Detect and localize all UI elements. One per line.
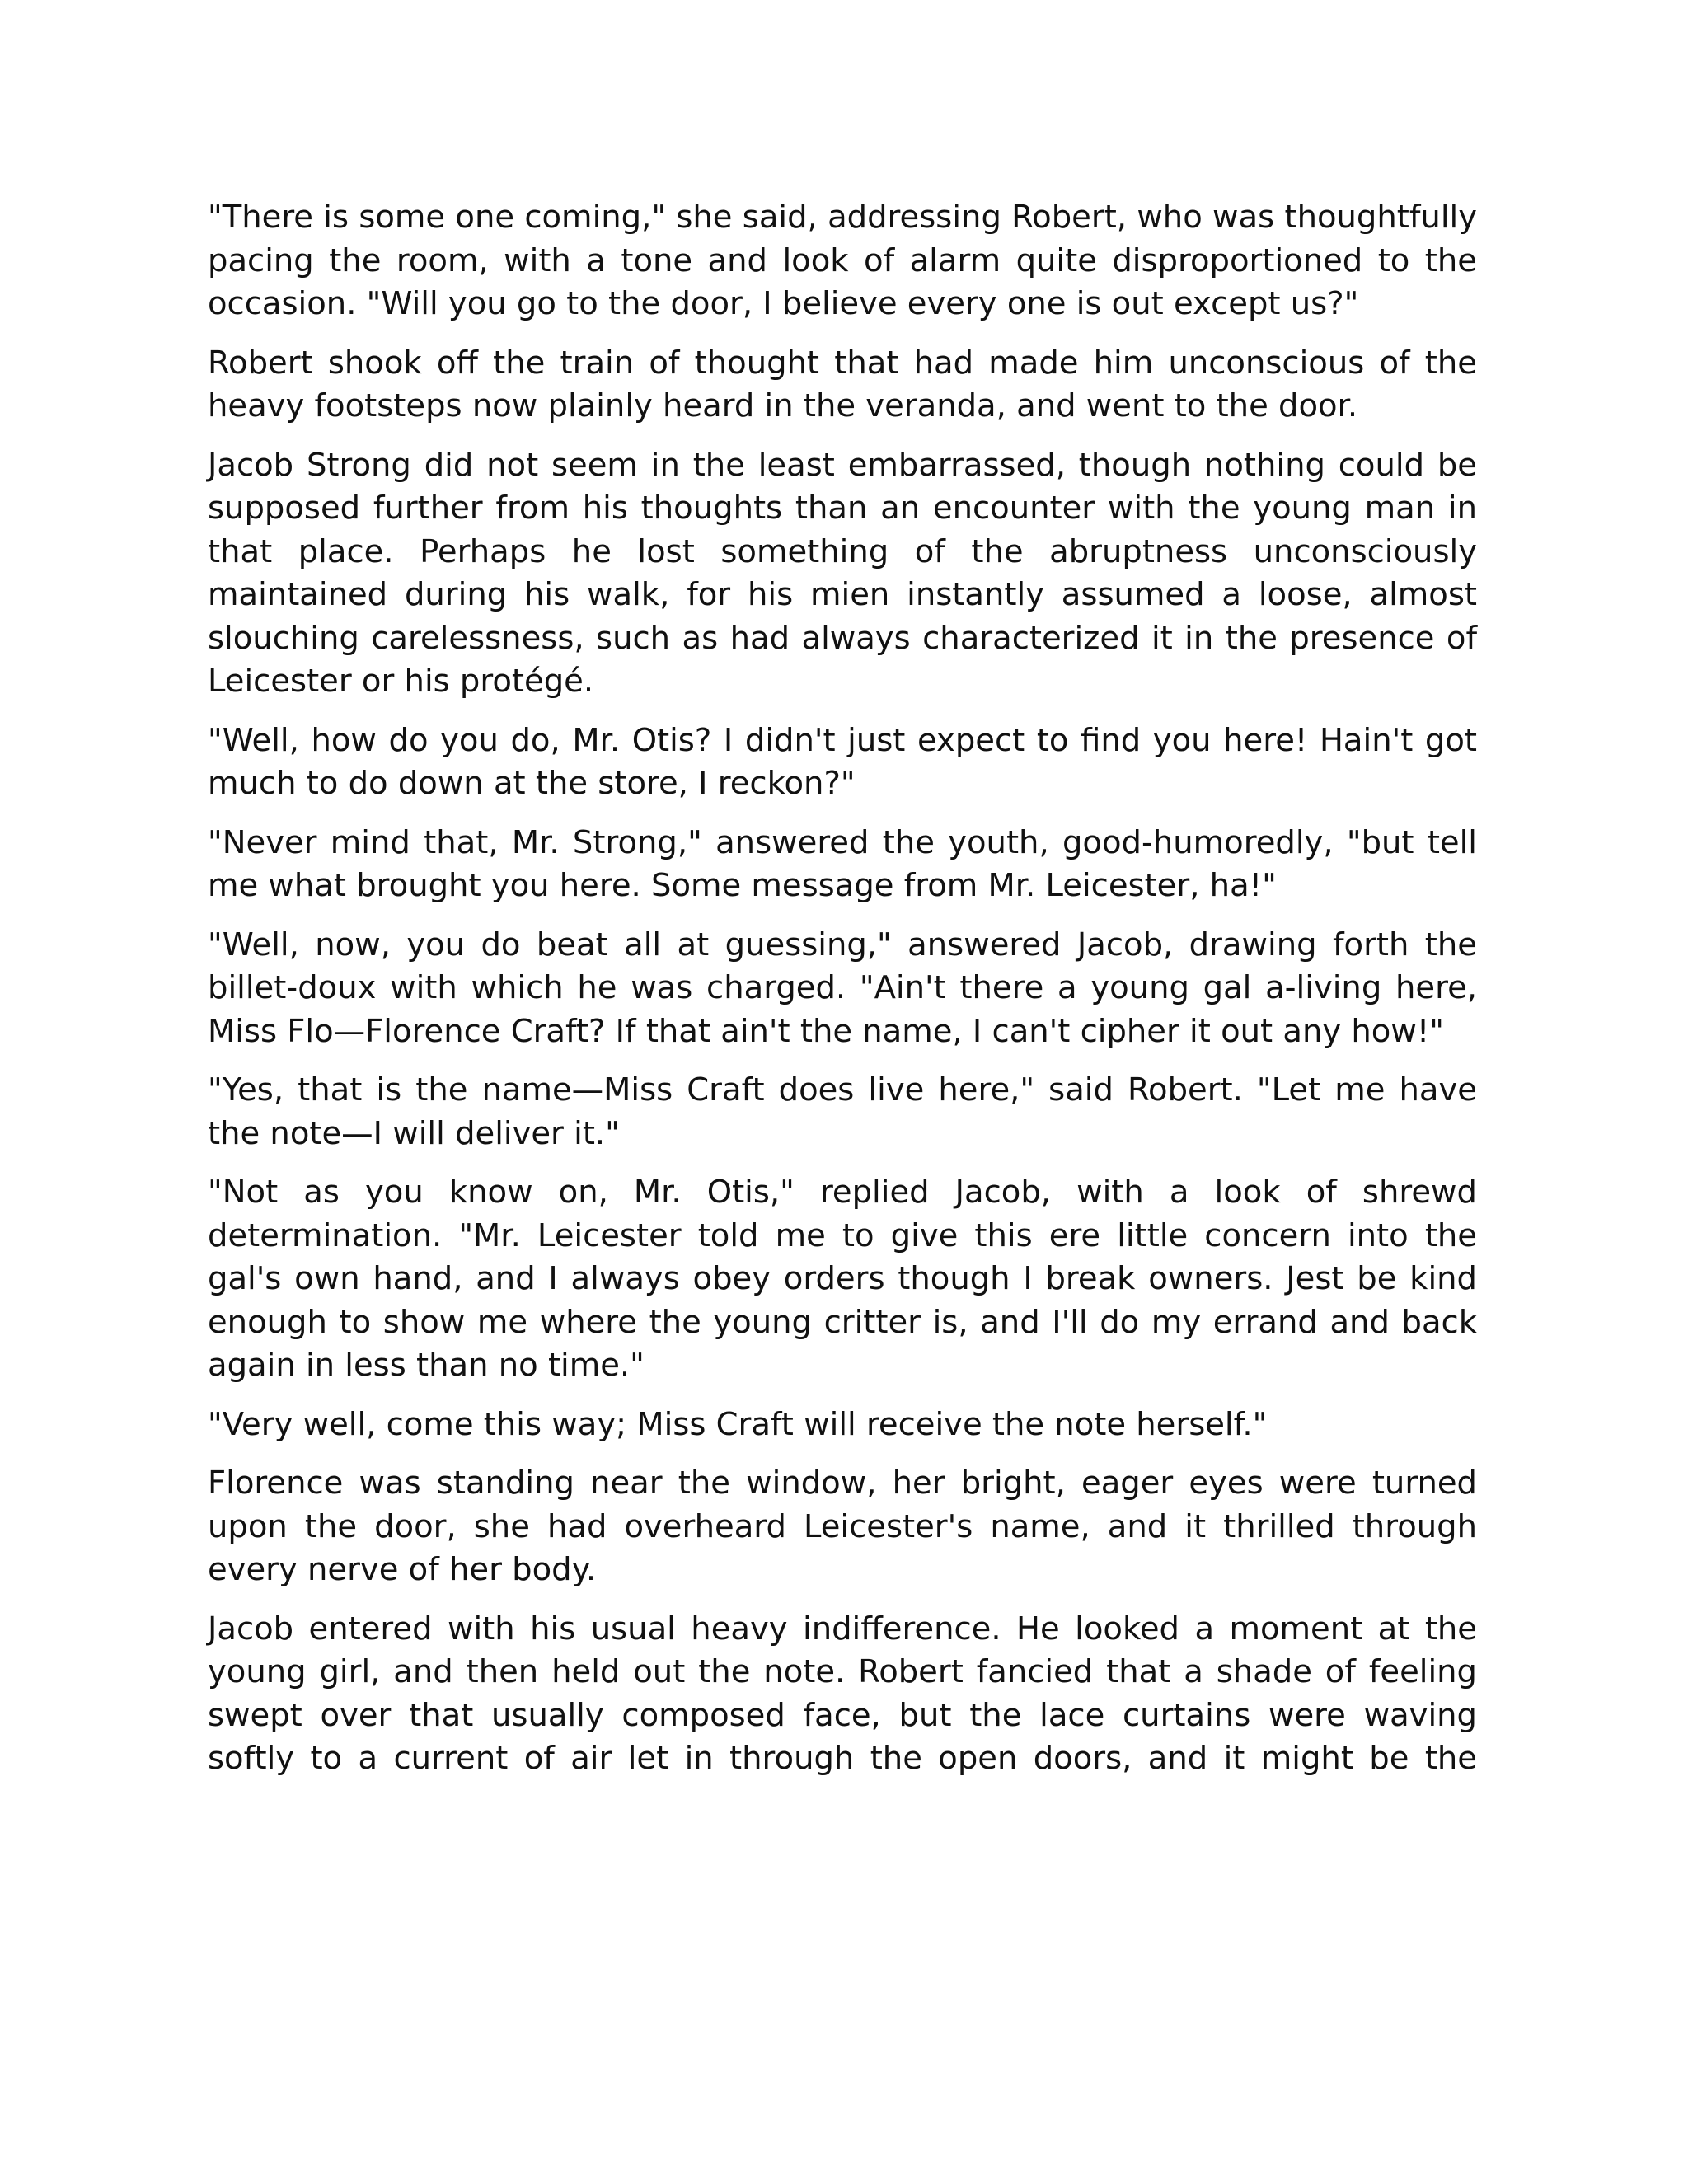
paragraph: "Well, now, you do beat all at guessing," answered Jacob, drawing forth the billet-doux with which he was charged. "Ain't there a young gal a-living here, Miss Flo—Florence Craft? If that ain't the name, I can't cipher it out any how!" — [208, 926, 1477, 1050]
paragraph: "Very well, come this way; Miss Craft will receive the note herself." — [208, 1405, 1268, 1443]
paragraph: Robert shook off the train of thought that had made him unconscious of the heavy footsteps now plainly heard in the veranda, and went to the door. — [208, 344, 1477, 424]
document-page — [208, 196, 1477, 1797]
paragraph: "Yes, that is the name—Miss Craft does live here," said Robert. "Let me have the note—I will deliver it." — [208, 1071, 1477, 1152]
paragraph: "Not as you know on, Mr. Otis," replied Jacob, with a look of shrewd determination. "Mr. Leicester told me to give this ere little concern into the gal's own hand, and I always obey orders though I break owners. Jest be kind enough to show me where the young critter is, and I'll do my errand and back again in less than no time." — [208, 1174, 1477, 1384]
paragraph: Jacob entered with his usual heavy indifference. He looked a moment at the young girl, and then held out the note. Robert fancied that a shade of feeling swept over that usually composed face, but the lace curtains were waving softly to a current of air let in through the open doors, and it might be the — [208, 1610, 1477, 1777]
paragraph: "There is some one coming," she said, addressing Robert, who was thoughtfully pacing the room, with a tone and look of alarm quite disproportioned to the occasion. "Will you go to the door, I believe every one is out except us?" — [208, 199, 1477, 322]
paragraph: "Never mind that, Mr. Strong," answered the youth, good-humoredly, "but tell me what brought you here. Some message from Mr. Leicester, ha!" — [208, 823, 1477, 904]
paragraph: Florence was standing near the window, her bright, eager eyes were turned upon the door, she had overheard Leicester's name, and it thrilled through every nerve of her body. — [208, 1465, 1477, 1588]
paragraph: "Well, how do you do, Mr. Otis? I didn't just expect to find you here! Hain't got much to do down at the store, I reckon?" — [208, 721, 1477, 802]
paragraph: Jacob Strong did not seem in the least embarrassed, though nothing could be supposed further from his thoughts than an encounter with the young man in that place. Perhaps he lost something of the abruptness unconsciously maintained during his walk, for his mien instantly assumed a loose, almost slouching carelessness, such as had always characterized it in the presence of Leicester or his protégé. — [208, 446, 1477, 700]
